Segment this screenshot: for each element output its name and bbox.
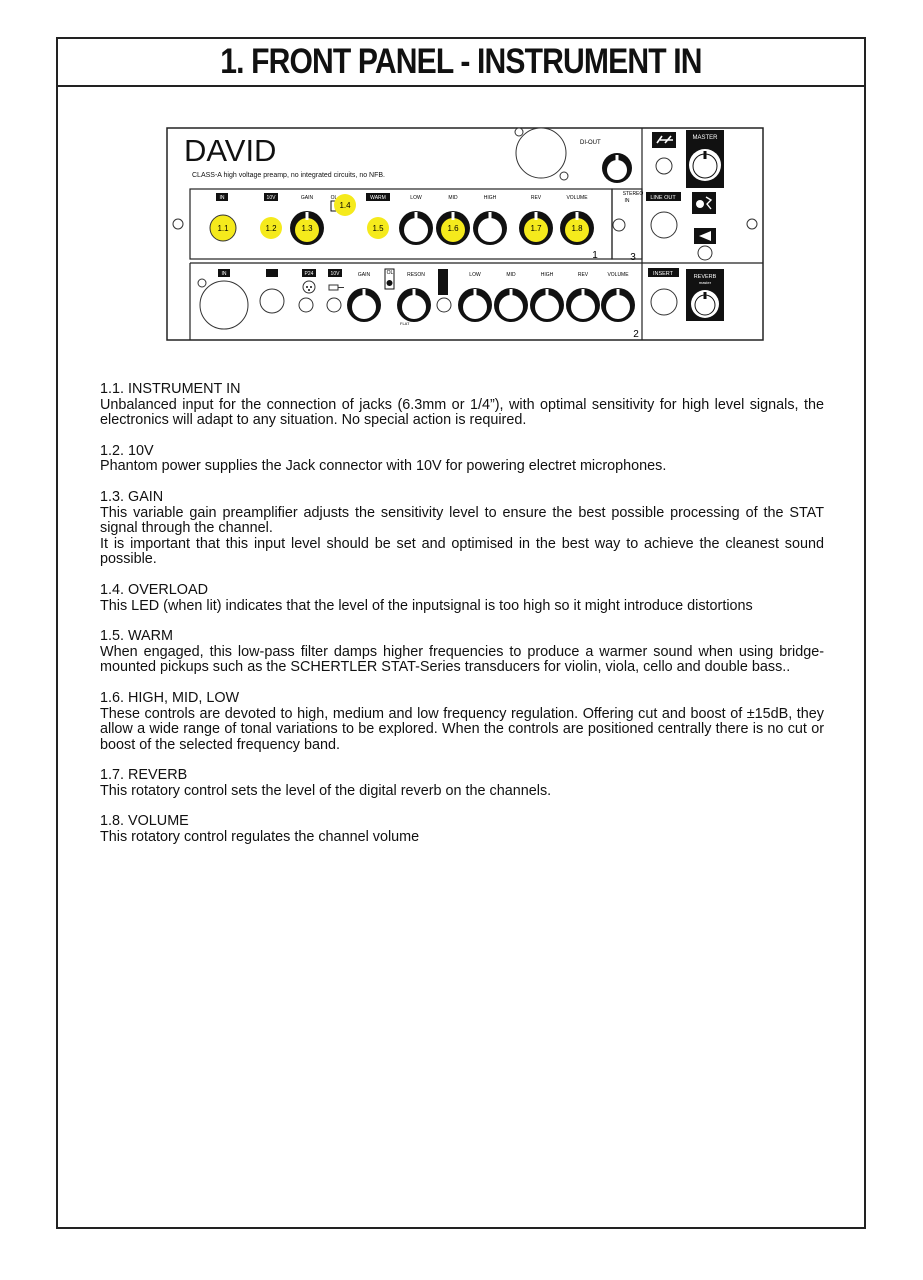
line-out-label: LINE OUT [650,195,676,201]
row2-low-knob[interactable] [458,288,492,322]
di-out-label: DI-OUT [580,140,601,146]
section-paragraph: This LED (when lit) indicates that the level of the inputsignal is too high so it might introduce distortions [100,597,753,614]
row1-high-label: HIGH [483,195,497,201]
row1-ol-label: OL [330,195,338,201]
row2-10v-jack[interactable] [327,298,341,312]
section [100,382,824,429]
section-title: 1.3. GAIN [100,488,164,505]
row2-in-label: IN [221,271,227,277]
section-paragraph: This rotatory control sets the level of the digital reverb on the channels. [100,782,552,799]
section-title: 1.5. WARM [100,628,174,645]
row1-volume-label: VOLUME [566,195,588,201]
row2-ol-led [387,280,393,286]
row2-rev-label: REV [577,272,589,278]
row2-volume-label: VOLUME [607,272,629,278]
row2-rev-knob[interactable] [566,288,600,322]
screw-top [515,128,523,136]
section [100,768,824,799]
row1-low-label: LOW [410,195,422,201]
row2-p24-led [303,281,315,293]
row2-p24-led-dot-a [306,286,308,288]
mounting-hole-left [173,219,183,229]
section [100,444,824,475]
row2-low-label: LOW [469,272,481,278]
page-frame [56,37,866,1229]
front-panel-diagram [166,127,764,341]
callout-1-3-label: 1.3 [301,224,313,233]
channel-number-3: 3 [630,252,636,263]
screw-xlr [198,279,206,287]
row2-mid-label: MID [506,272,516,278]
callout-1-5-label: 1.5 [372,224,384,233]
row1-warm-label: WARM [370,195,386,201]
channel-number-1: 1 [592,250,598,261]
callout-1-6-label: 1.6 [447,224,459,233]
screw-di [560,172,568,180]
row2-reson-knob[interactable] [397,288,431,322]
row1-high-knob[interactable] [473,211,507,245]
row2-in2-badge [266,269,278,277]
line-out-jack[interactable] [651,212,677,238]
section [100,691,824,753]
section-paragraph: This variable gain preamplifier adjusts the sensitivity level to ensure the best possible processing of the STAT signal through the channel. [100,504,824,537]
section-paragraph: It is important that this input level should be set and optimised in the best way to achieve the cleanest sound possible. [100,535,824,568]
row1-10v-label: 10V [266,195,276,201]
row2-reson-selector[interactable] [438,269,448,295]
row2-reson-led [437,298,451,312]
di-out-xlr-connector[interactable] [516,128,566,178]
brand-tagline: CLASS-A high voltage preamp, no integrated circuits, no NFB. [192,172,385,179]
stereo-in-label: STEREO [622,191,644,197]
row2-ol-label: OL [386,270,394,276]
section-title: 1.7. REVERB [100,767,188,784]
insert-jack[interactable] [651,289,677,315]
master-knob[interactable] [689,149,721,181]
master-label: MASTER [692,135,718,141]
row2-10v-switch[interactable] [329,285,338,290]
insert-label: INSERT [652,271,674,277]
row2-p24-label: P24 [304,271,314,277]
callout-1-1-label: 1.1 [217,224,229,233]
row2-gain-knob[interactable] [347,288,381,322]
section-title: 1.4. OVERLOAD [100,581,208,598]
row1-mid-label: MID [448,195,458,201]
mute-led [698,246,712,260]
content-body [100,382,824,861]
section-paragraph: When engaged, this low-pass filter damps higher frequencies to produce a warmer sound when using bridge-mounted pickups such as the SCHERTLER STAT-Series transducers for violin, viola, cello and double bass.. [100,643,824,676]
channel-number-2: 2 [633,329,639,340]
row2-gain-label: GAIN [357,272,371,278]
row2-volume-knob[interactable] [601,288,635,322]
section-title: 1.8. VOLUME [100,813,189,830]
section-paragraph: This rotatory control regulates the channel volume [100,829,420,846]
section-paragraph: Phantom power supplies the Jack connector with 10V for powering electret microphones. [100,458,667,475]
brand-name: DAVID [184,133,277,168]
section [100,490,824,568]
row2-p24-led-dot-b [310,286,312,288]
reverb-master-knob[interactable] [691,290,719,318]
master-led [656,158,672,174]
row2-reson-label: RESON [407,272,425,278]
callout-1-7-label: 1.7 [530,224,542,233]
section-paragraph: Unbalanced input for the connection of jacks (6.3mm or 1/4”), with optimal sensitivity for high level signals, the electronics will adapt to any situation. No special action is required. [100,396,824,429]
page-title: 1. FRONT PANEL - INSTRUMENT IN [220,42,702,81]
section [100,629,824,676]
row2-p24-switch[interactable] [299,298,313,312]
row2-10v-label: 10V [330,271,340,277]
row2-p24-led-dot-c [308,289,310,291]
row2-high-knob[interactable] [530,288,564,322]
row2-mid-knob[interactable] [494,288,528,322]
row2-jack-input[interactable] [260,289,284,313]
stereo-in-jack[interactable] [613,219,625,231]
mounting-hole-right [747,219,757,229]
reverb-master-label: REVERB [693,274,717,280]
row1-gain-label: GAIN [300,195,314,201]
headphone-icon [696,200,704,208]
section-paragraph: These controls are devoted to high, medium and low frequency regulation. Offering cut and boost of ±15dB, they allow a wide range of tonal variations to be explored. When the controls are positioned centrally there is no cut or boost of the selected frequency band. [100,705,824,753]
section-title: 1.1. INSTRUMENT IN [100,381,241,397]
headphone-button[interactable] [692,192,716,214]
callout-1-4-label: 1.4 [339,201,351,210]
row2-xlr-combo-input[interactable] [200,281,248,329]
stereo-in-sub-label: IN [624,198,630,204]
row1-rev-label: REV [530,195,542,201]
row1-in-label: IN [219,195,225,201]
callout-1-8-label: 1.8 [571,224,583,233]
callout-1-2-label: 1.2 [265,224,277,233]
section [100,814,824,845]
row1-low-knob[interactable] [399,211,433,245]
title-bar [58,39,864,87]
reverb-master-sub-label: master [698,280,712,285]
section [100,583,824,614]
row2-flat-label: FLAT [400,321,410,326]
section-title: 1.2. 10V [100,442,154,459]
di-out-knob[interactable] [602,153,632,183]
row2-high-label: HIGH [540,272,554,278]
section-title: 1.6. HIGH, MID, LOW [100,689,240,706]
